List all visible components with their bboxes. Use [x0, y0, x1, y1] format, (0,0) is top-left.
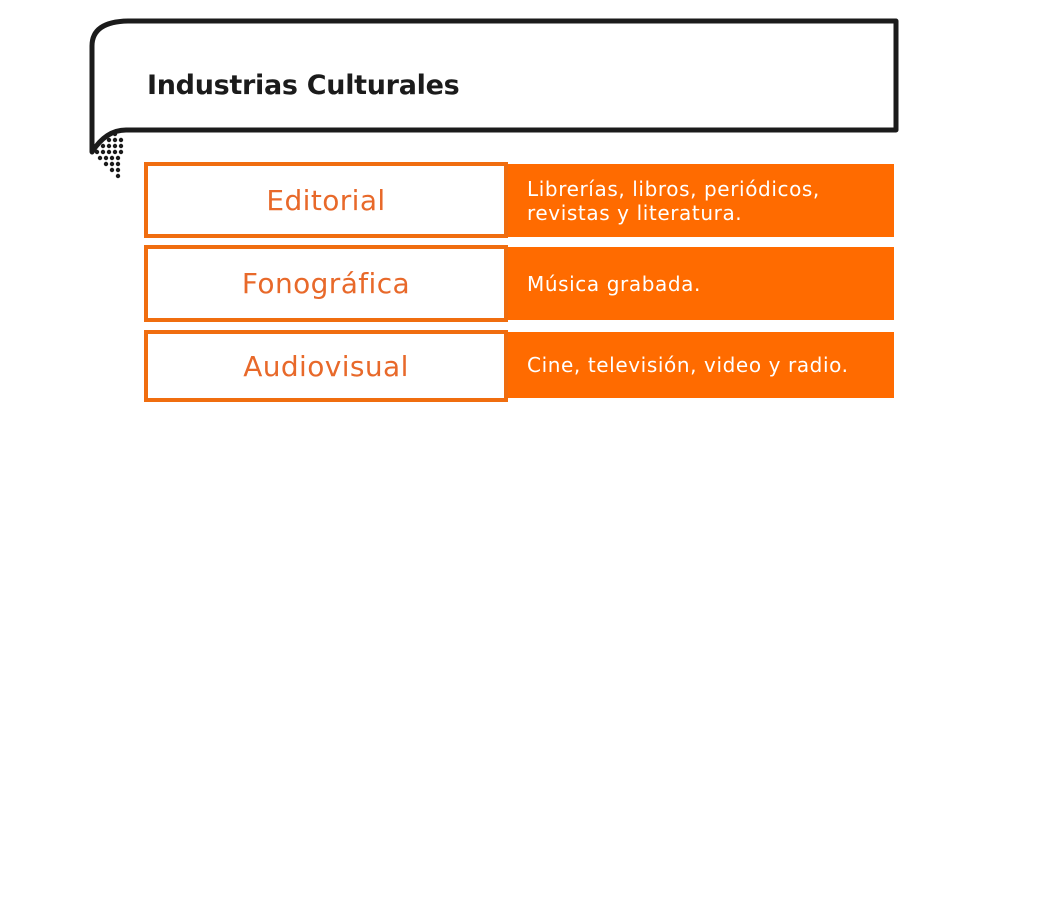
description-box-audiovisual — [508, 332, 894, 398]
category-box-fonografica — [144, 245, 508, 322]
category-label: Audiovisual — [243, 349, 409, 383]
category-box-editorial — [144, 162, 508, 238]
description-text: Librerías, libros, periódicos, revistas y literatura. — [527, 176, 820, 225]
category-label: Editorial — [266, 183, 386, 217]
category-row-editorial — [144, 162, 894, 238]
category-row-audiovisual — [144, 330, 894, 402]
category-row-fonografica — [144, 245, 894, 322]
category-box-audiovisual — [144, 330, 508, 402]
description-text: Música grabada. — [527, 271, 701, 296]
page-title: Industrias Culturales — [147, 70, 460, 101]
category-label: Fonográfica — [241, 267, 411, 300]
description-box-editorial — [508, 164, 894, 237]
description-box-fonografica — [508, 247, 894, 320]
description-text: Cine, televisión, video y radio. — [527, 353, 849, 377]
